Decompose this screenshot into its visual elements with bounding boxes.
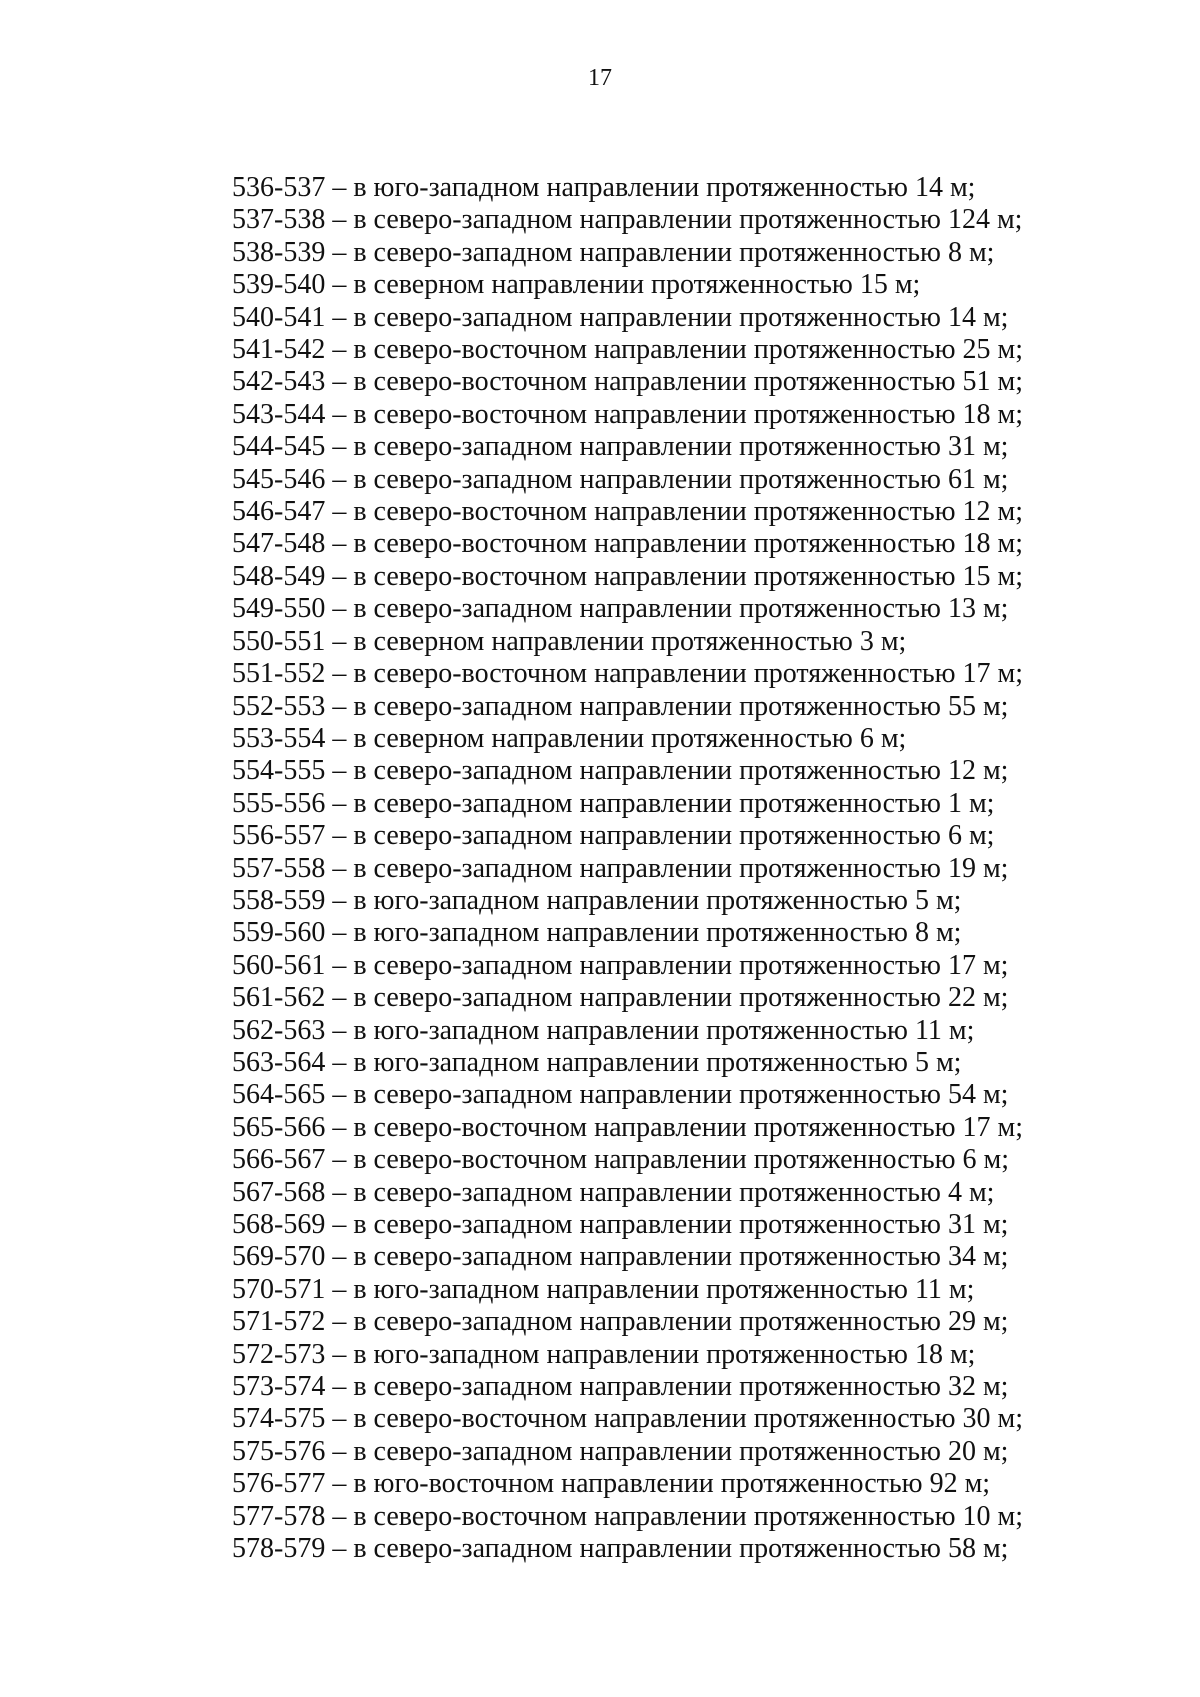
boundary-segment-line: 543-544 – в северо-восточном направлении протяженностью 18 м; [232, 398, 1024, 430]
boundary-segment-line: 539-540 – в северном направлении протяженностью 15 м; [232, 269, 921, 301]
boundary-segment-line: 541-542 – в северо-восточном направлении протяженностью 25 м; [232, 334, 1024, 366]
boundary-segment-line: 540-541 – в северо-западном направлении протяженностью 14 м; [232, 301, 1009, 333]
boundary-segment-line: 569-570 – в северо-западном направлении протяженностью 34 м; [232, 1241, 1009, 1273]
boundary-description-list [232, 172, 1132, 1565]
boundary-segment-line: 542-543 – в северо-восточном направлении протяженностью 51 м; [232, 366, 1024, 398]
boundary-segment-line: 574-575 – в северо-восточном направлении протяженностью 30 м; [232, 1403, 1024, 1435]
boundary-segment-line: 550-551 – в северном направлении протяженностью 3 м; [232, 625, 907, 657]
boundary-segment-line: 537-538 – в северо-западном направлении протяженностью 124 м; [232, 204, 1023, 236]
boundary-segment-line: 544-545 – в северо-западном направлении протяженностью 31 м; [232, 431, 1009, 463]
boundary-segment-line: 558-559 – в юго-западном направлении протяженностью 5 м; [232, 884, 962, 916]
boundary-segment-line: 572-573 – в юго-западном направлении протяженностью 18 м; [232, 1338, 976, 1370]
page-number: 17 [588, 65, 612, 91]
boundary-segment-line: 536-537 – в юго-западном направлении протяженностью 14 м; [232, 172, 976, 203]
boundary-segment-line: 554-555 – в северо-западном направлении протяженностью 12 м; [232, 755, 1009, 787]
boundary-segment-line: 556-557 – в северо-западном направлении протяженностью 6 м; [232, 820, 995, 852]
boundary-segment-line: 538-539 – в северо-западном направлении протяженностью 8 м; [232, 236, 995, 268]
boundary-segment-line: 547-548 – в северо-восточном направлении протяженностью 18 м; [232, 528, 1024, 560]
boundary-segment-line: 559-560 – в юго-западном направлении протяженностью 8 м; [232, 917, 962, 949]
boundary-segment-line: 573-574 – в северо-западном направлении протяженностью 32 м; [232, 1371, 1009, 1403]
boundary-segment-line: 560-561 – в северо-западном направлении протяженностью 17 м; [232, 949, 1009, 981]
boundary-segment-line: 577-578 – в северо-восточном направлении протяженностью 10 м; [232, 1500, 1024, 1532]
boundary-segment-line: 563-564 – в юго-западном направлении протяженностью 5 м; [232, 1046, 962, 1078]
boundary-segment-line: 555-556 – в северо-западном направлении протяженностью 1 м; [232, 787, 995, 819]
boundary-segment-line: 570-571 – в юго-западном направлении протяженностью 11 м; [232, 1273, 975, 1305]
boundary-segment-line: 546-547 – в северо-восточном направлении протяженностью 12 м; [232, 496, 1024, 528]
boundary-segment-line: 567-568 – в северо-западном направлении протяженностью 4 м; [232, 1176, 995, 1208]
boundary-segment-line: 562-563 – в юго-западном направлении протяженностью 11 м; [232, 1014, 975, 1046]
boundary-segment-line: 576-577 – в юго-восточном направлении протяженностью 92 м; [232, 1468, 991, 1500]
boundary-segment-line: 565-566 – в северо-восточном направлении протяженностью 17 м; [232, 1111, 1024, 1143]
boundary-segment-line: 571-572 – в северо-западном направлении протяженностью 29 м; [232, 1306, 1009, 1338]
boundary-segment-line: 548-549 – в северо-восточном направлении протяженностью 15 м; [232, 560, 1024, 592]
boundary-segment-line: 566-567 – в северо-восточном направлении протяженностью 6 м; [232, 1144, 1010, 1176]
boundary-segment-line: 549-550 – в северо-западном направлении протяженностью 13 м; [232, 593, 1009, 625]
boundary-segment-line: 578-579 – в северо-западном направлении протяженностью 58 м; [232, 1533, 1009, 1565]
boundary-segment-line: 575-576 – в северо-западном направлении протяженностью 20 м; [232, 1435, 1009, 1467]
boundary-segment-line: 561-562 – в северо-западном направлении протяженностью 22 м; [232, 982, 1009, 1014]
boundary-segment-line: 564-565 – в северо-западном направлении протяженностью 54 м; [232, 1079, 1009, 1111]
boundary-segment-line: 557-558 – в северо-западном направлении протяженностью 19 м; [232, 852, 1009, 884]
boundary-segment-line: 568-569 – в северо-западном направлении протяженностью 31 м; [232, 1209, 1009, 1240]
boundary-segment-line: 552-553 – в северо-западном направлении протяженностью 55 м; [232, 690, 1009, 722]
boundary-segment-line: 545-546 – в северо-западном направлении протяженностью 61 м; [232, 463, 1009, 495]
boundary-segment-line: 551-552 – в северо-восточном направлении протяженностью 17 м; [232, 658, 1024, 690]
boundary-segment-line: 553-554 – в северном направлении протяженностью 6 м; [232, 722, 907, 754]
